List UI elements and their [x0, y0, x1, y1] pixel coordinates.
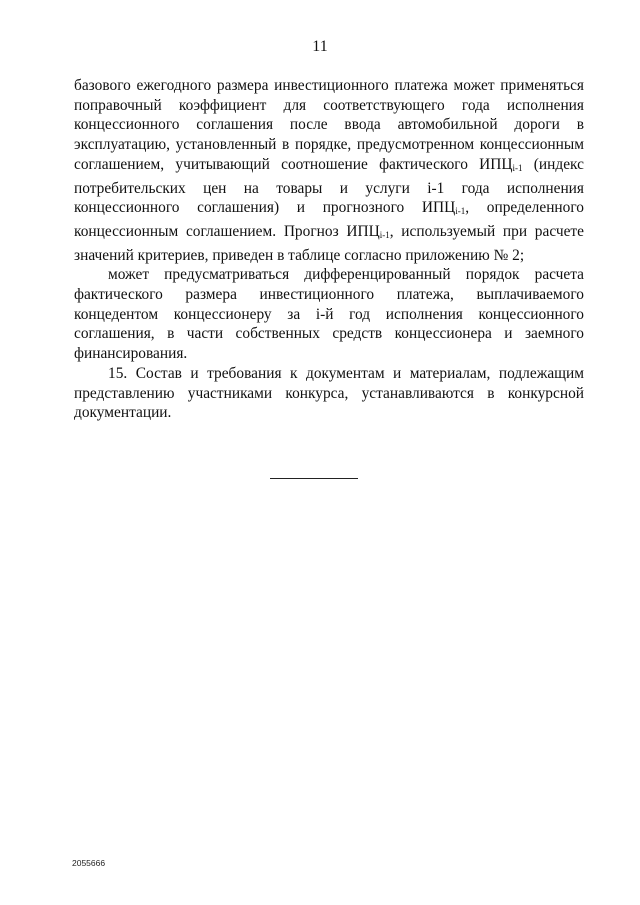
paragraph-item-15: 15. Состав и требования к документам и материалам, подлежащим представлению участниками конкурса, устанавливаются в конкурсной документации. [74, 364, 584, 422]
closing-divider [270, 478, 358, 479]
document-body [74, 76, 584, 423]
paragraph-coefficient [74, 76, 584, 265]
paragraph-text: , определенного концессионным соглашением. Прогноз ИПЦ [74, 199, 584, 240]
paragraph-differentiated-payment: может предусматриваться дифференцированный порядок расчета фактического размера инвестиционного платежа, выплачиваемого концедентом концессионеру за i-й год исполнения концессионного соглашения, в части собственных средств концессионера и заемного финансирования. [74, 266, 584, 363]
paragraph-text: базового ежегодного размера инвестиционного платежа может применяться поправочный коэффициент для соответствующего года исполнения концессионного соглашения после ввода автомобильной дороги в эксплуатацию, установленный в порядке, предусмотренном концессионным соглашением, учитывающий соотношение фактического ИПЦ [74, 77, 584, 173]
paragraph-text: , используемый при расчете значений критериев, приведен в таблице согласно приложению № 2; [74, 222, 584, 264]
subscript-index: i-1 [512, 162, 523, 173]
subscript-index: i-1 [379, 229, 390, 240]
subscript-index: i-1 [455, 206, 466, 217]
paragraph-text: (индекс потребительских цен на товары и услуги i-1 года исполнения концессионного соглашения) и прогнозного ИПЦ [74, 155, 584, 217]
page-number: 11 [312, 38, 328, 55]
document-code: 2055666 [72, 858, 106, 868]
